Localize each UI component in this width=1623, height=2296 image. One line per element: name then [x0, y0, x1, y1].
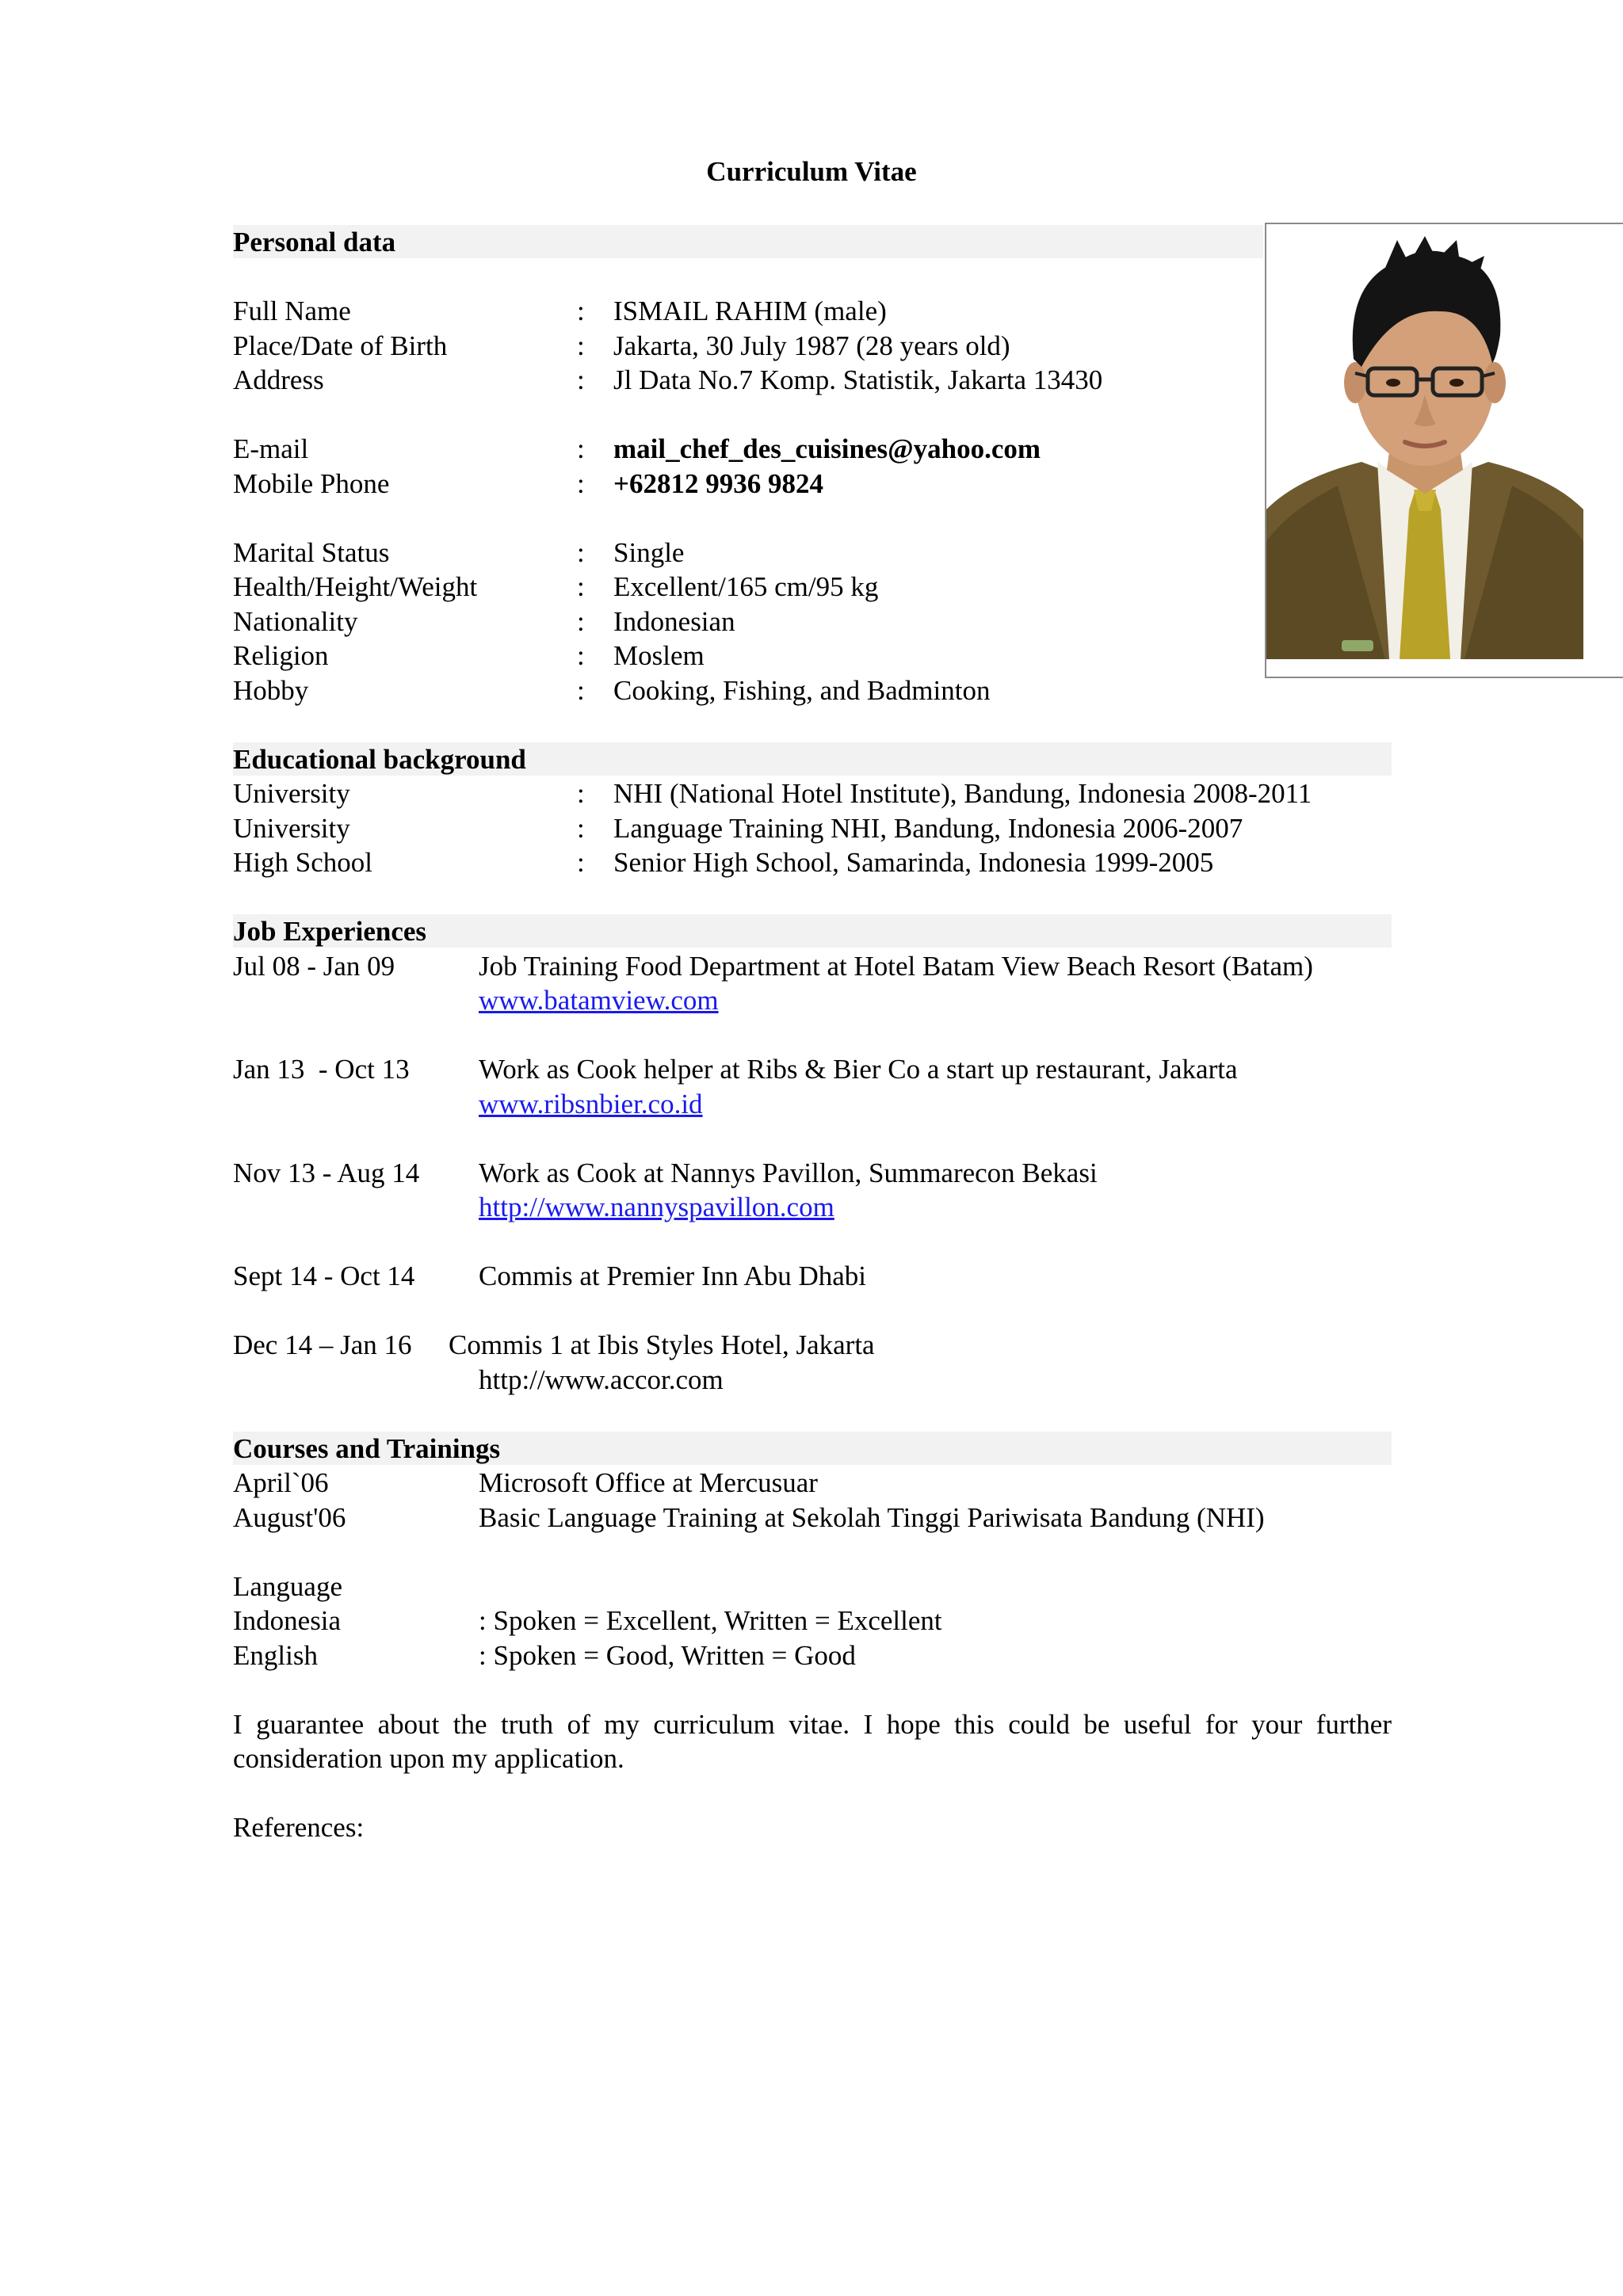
- row-colon: :: [577, 536, 585, 568]
- personal-row-phone: [233, 467, 1392, 502]
- row-colon: :: [577, 812, 585, 844]
- page-title: Curriculum Vitae: [706, 156, 917, 187]
- job-date: Nov 13 - Aug 14: [233, 1157, 420, 1188]
- language-heading: Language: [233, 1570, 342, 1602]
- job-link-line: [233, 983, 1392, 1018]
- language-row: [233, 1604, 1392, 1638]
- job-description: Work as Cook at Nannys Pavillon, Summarecon Bekasi: [479, 1157, 1098, 1188]
- section-heading-courses: Courses and Trainings: [233, 1432, 1392, 1465]
- personal-row-religion: [233, 639, 1392, 673]
- row-colon: :: [577, 330, 585, 361]
- row-label: University: [233, 812, 350, 844]
- education-row: [233, 776, 1392, 811]
- job-link-line: [233, 1190, 1392, 1225]
- job-description: Commis at Premier Inn Abu Dhabi: [479, 1261, 866, 1291]
- job-url-text: http://www.accor.com: [479, 1363, 724, 1395]
- section-heading-personal: Personal data: [233, 225, 1263, 258]
- course-item: [233, 1466, 1392, 1501]
- job-item: [233, 949, 1392, 984]
- job-item: [233, 1052, 1392, 1087]
- row-value: Jl Data No.7 Komp. Statistik, Jakarta 13430: [613, 364, 1103, 395]
- personal-row-marital: [233, 536, 1392, 570]
- row-label: Place/Date of Birth: [233, 330, 448, 361]
- row-colon: :: [577, 605, 585, 637]
- row-colon: :: [577, 433, 585, 464]
- row-value: ISMAIL RAHIM (male): [613, 296, 887, 326]
- row-label: E-mail: [233, 433, 309, 464]
- row-colon: :: [577, 778, 585, 809]
- language-row: [233, 1638, 1392, 1673]
- cv-content: [233, 225, 1392, 1845]
- job-date: Jul 08 - Jan 09: [233, 950, 395, 982]
- row-label: Health/Height/Weight: [233, 571, 478, 602]
- personal-row-email: [233, 432, 1392, 467]
- row-label: High School: [233, 847, 372, 878]
- statement-paragraph: I guarantee about the truth of my curriculum vitae. I hope this could be useful for your further consideration upon my application.: [233, 1708, 1392, 1774]
- job-date: Sept 14 - Oct 14: [233, 1261, 415, 1291]
- job-link-line: [233, 1087, 1392, 1122]
- personal-row-address: [233, 363, 1392, 398]
- personal-row-full-name: [233, 294, 1392, 329]
- row-label: Marital Status: [233, 536, 390, 568]
- row-value: Language Training NHI, Bandung, Indonesia 2006-2007: [613, 812, 1243, 844]
- personal-row-birth: [233, 329, 1392, 364]
- language-name: English: [233, 1639, 318, 1671]
- job-date: Jan 13 - Oct 13: [233, 1054, 410, 1085]
- course-description: Microsoft Office at Mercusuar: [479, 1467, 818, 1498]
- row-value: NHI (National Hotel Institute), Bandung, Indonesia 2008-2011: [613, 778, 1312, 809]
- references-line: [233, 1810, 1392, 1845]
- row-label: Address: [233, 364, 324, 395]
- language-level: : Spoken = Good, Written = Good: [479, 1639, 856, 1671]
- row-label: Nationality: [233, 605, 358, 637]
- language-heading-line: [233, 1569, 1392, 1604]
- phone-value: +62812 9936 9824: [613, 467, 823, 499]
- job-description: Work as Cook helper at Ribs & Bier Co a start up restaurant, Jakarta: [479, 1054, 1238, 1085]
- job-link[interactable]: http://www.nannyspavillon.com: [479, 1192, 834, 1222]
- email-value: mail_chef_des_cuisines@yahoo.com: [613, 433, 1041, 464]
- row-colon: :: [577, 640, 585, 671]
- job-link[interactable]: www.batamview.com: [479, 985, 719, 1016]
- row-value: Jakarta, 30 July 1987 (28 years old): [613, 330, 1010, 361]
- course-description: Basic Language Training at Sekolah Tinggi Pariwisata Bandung (NHI): [479, 1501, 1265, 1533]
- language-name: Indonesia: [233, 1605, 342, 1636]
- row-value: Excellent/165 cm/95 kg: [613, 571, 879, 602]
- row-label: Hobby: [233, 674, 309, 706]
- job-date: Dec 14 – Jan 16: [233, 1329, 412, 1360]
- row-colon: :: [577, 571, 585, 602]
- row-label: University: [233, 778, 350, 809]
- course-date: August'06: [233, 1501, 346, 1533]
- row-label: Religion: [233, 640, 329, 671]
- job-link[interactable]: www.ribsnbier.co.id: [479, 1088, 703, 1119]
- row-colon: :: [577, 296, 585, 326]
- education-row: [233, 845, 1392, 880]
- job-description: Job Training Food Department at Hotel Batam View Beach Resort (Batam): [479, 950, 1313, 982]
- job-item: [233, 1328, 1392, 1363]
- education-row: [233, 811, 1392, 846]
- row-value: Cooking, Fishing, and Badminton: [613, 674, 991, 706]
- row-colon: :: [577, 674, 585, 706]
- personal-row-health: [233, 570, 1392, 605]
- row-colon: :: [577, 847, 585, 878]
- personal-row-hobby: [233, 673, 1392, 708]
- row-label: Mobile Phone: [233, 467, 390, 499]
- section-heading-education: Educational background: [233, 742, 1392, 776]
- row-value: Moslem: [613, 640, 705, 671]
- job-item: [233, 1156, 1392, 1191]
- row-colon: :: [577, 364, 585, 395]
- row-value: Senior High School, Samarinda, Indonesia 1999-2005: [613, 847, 1214, 878]
- row-label: Full Name: [233, 296, 351, 326]
- job-url-line: [233, 1363, 1392, 1398]
- row-colon: :: [577, 467, 585, 499]
- job-item: [233, 1259, 1392, 1294]
- references-label: References:: [233, 1812, 365, 1843]
- language-level: : Spoken = Excellent, Written = Excellent: [479, 1605, 942, 1636]
- personal-row-nationality: [233, 605, 1392, 639]
- row-value: Indonesian: [613, 605, 735, 637]
- course-date: April`06: [233, 1467, 329, 1498]
- job-description: Commis 1 at Ibis Styles Hotel, Jakarta: [449, 1329, 875, 1360]
- row-value: Single: [613, 536, 685, 568]
- section-heading-jobs: Job Experiences: [233, 914, 1392, 948]
- course-item: [233, 1501, 1392, 1535]
